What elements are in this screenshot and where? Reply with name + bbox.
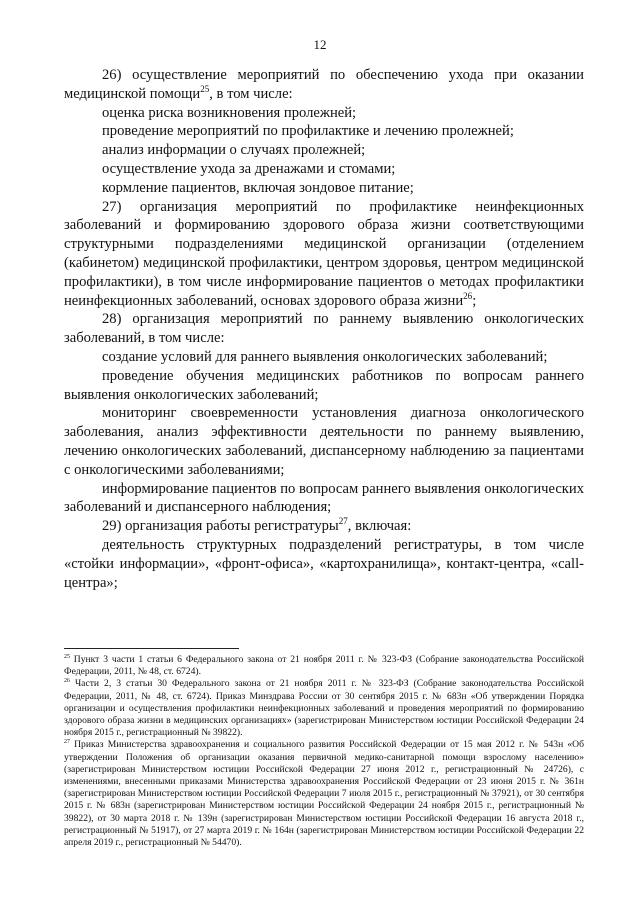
list-item: мониторинг своевременности установления диагноза онкологического заболевания, анализ эффективности деятельности по раннему выявлению, лечению онкологических заболеваний, диспансерному наблюдению за пациентами с онкологическими заболеваниями; [64, 405, 584, 478]
footnote-text: Приказ Министерства здравоохранения и социального развития Российской Федерации от 15 мая 2012 г. № 543н «Об утверждении Положения об организации оказания первичной медико-санитарной помощи взрослому населению» (зарегистрирован Министерством юстиции Российской Федерации 27 июня 2012 г., регистрационный № 24726), с изменениями, внесенными приказами Министерства здравоохранения Российской Федерации от 23 июня 2015 г. № 361н (зарегистрирован Министерством юстиции Российской Федерации 7 июля 2015 г., регистрационный № 37921), от 30 сентября 2015 г. № 683н (зарегистрирован Министерством юстиции Российской Федерации 24 ноября 2015 г., регистрационный № 39822), от 30 марта 2018 г. № 139н (зарегистрирован Министерством юстиции Российской Федерации 16 августа 2018 г., регистрационный № 51917), от 27 марта 2019 г. № 164н (зарегистрирован Министерством юстиции Российской Федерации 22 апреля 2019 г., регистрационный № 54470). [64, 739, 584, 849]
page-number: 12 [313, 37, 327, 52]
footnote-27 [64, 739, 584, 849]
paragraph-29 [64, 517, 584, 536]
list-item: кормление пациентов, включая зондовое питание; [102, 179, 414, 196]
footnote-ref-25: 25 [200, 83, 210, 94]
paragraph-text: 29) организация работы регистратуры [102, 518, 339, 535]
list-item: проведение мероприятий по профилактике и лечению пролежней; [102, 123, 514, 140]
footnote-number: 25 [64, 653, 70, 660]
footnote-number: 27 [64, 739, 70, 746]
paragraph-27 [64, 198, 584, 311]
footnote-ref-27: 27 [338, 516, 348, 527]
footnote-text: Части 2, 3 статьи 30 Федерального закона от 21 ноября 2011 г. № 323-ФЗ (Собрание законодательства Российской Федерации, 2011, № 48, ст. 6724). Приказ Минздрава России от 30 сентября 2015 г. № 683н «Об утверждении Порядка организации и осуществления профилактики неинфекционных заболеваний и проведения мероприятий по формированию здорового образа жизни в медицинских организациях» (зарегистрирован Министерством юстиции Российской Федерации 24 ноября 2015 г., регистрационный № 39822). [64, 678, 584, 739]
list-item: анализ информации о случаях пролежней; [102, 142, 366, 159]
paragraph-26 [64, 66, 584, 104]
list-item: информирование пациентов по вопросам раннего выявления онкологических заболеваний и диспансерного наблюдения; [64, 480, 584, 516]
footnote-25 [64, 654, 584, 678]
footnote-number: 26 [64, 678, 70, 685]
footnote-text: Пункт 3 части 1 статьи 6 Федерального закона от 21 ноября 2011 г. № 323-ФЗ (Собрание законодательства Российской Федерации, 2011, № 48, ст. 6724). [64, 654, 584, 678]
list-item: оценка риска возникновения пролежней; [102, 104, 357, 121]
body-text [64, 66, 584, 592]
paragraph-text: 26) осуществление мероприятий по обеспечению ухода при оказании медицинской помощи [64, 67, 584, 102]
paragraph-28: 28) организация мероприятий по раннему выявлению онкологических заболеваний, в том числе: [64, 311, 584, 347]
footnote-ref-26: 26 [463, 290, 473, 301]
list-item: деятельность структурных подразделений регистратуры, в том числе «стойки информации», «фронт-офиса», «картохранилища», контакт-центра, «call-центра»; [64, 536, 584, 591]
footnote-26 [64, 678, 584, 739]
list-item: создание условий для раннего выявления онкологических заболеваний; [102, 348, 548, 365]
footnote-divider [64, 648, 239, 649]
list-item: осуществление ухода за дренажами и стомами; [102, 160, 396, 177]
paragraph-tail: , включая: [347, 518, 412, 535]
list-item: проведение обучения медицинских работников по вопросам раннего выявления онкологических заболеваний; [64, 367, 584, 403]
footnotes [64, 648, 584, 849]
paragraph-tail: ; [472, 292, 477, 309]
paragraph-tail: , в том числе: [209, 85, 293, 102]
paragraph-text: 27) организация мероприятий по профилактике неинфекционных заболеваний и формированию здорового образа жизни соответствующими структурными подразделениями медицинской организации (отделением (кабинетом) медицинской профилактики, центром здоровья, центром медицинской профилактики), в том числе информирование пациентов о методах профилактики неинфекционных заболеваний, основах здорового образа жизни [64, 198, 584, 309]
